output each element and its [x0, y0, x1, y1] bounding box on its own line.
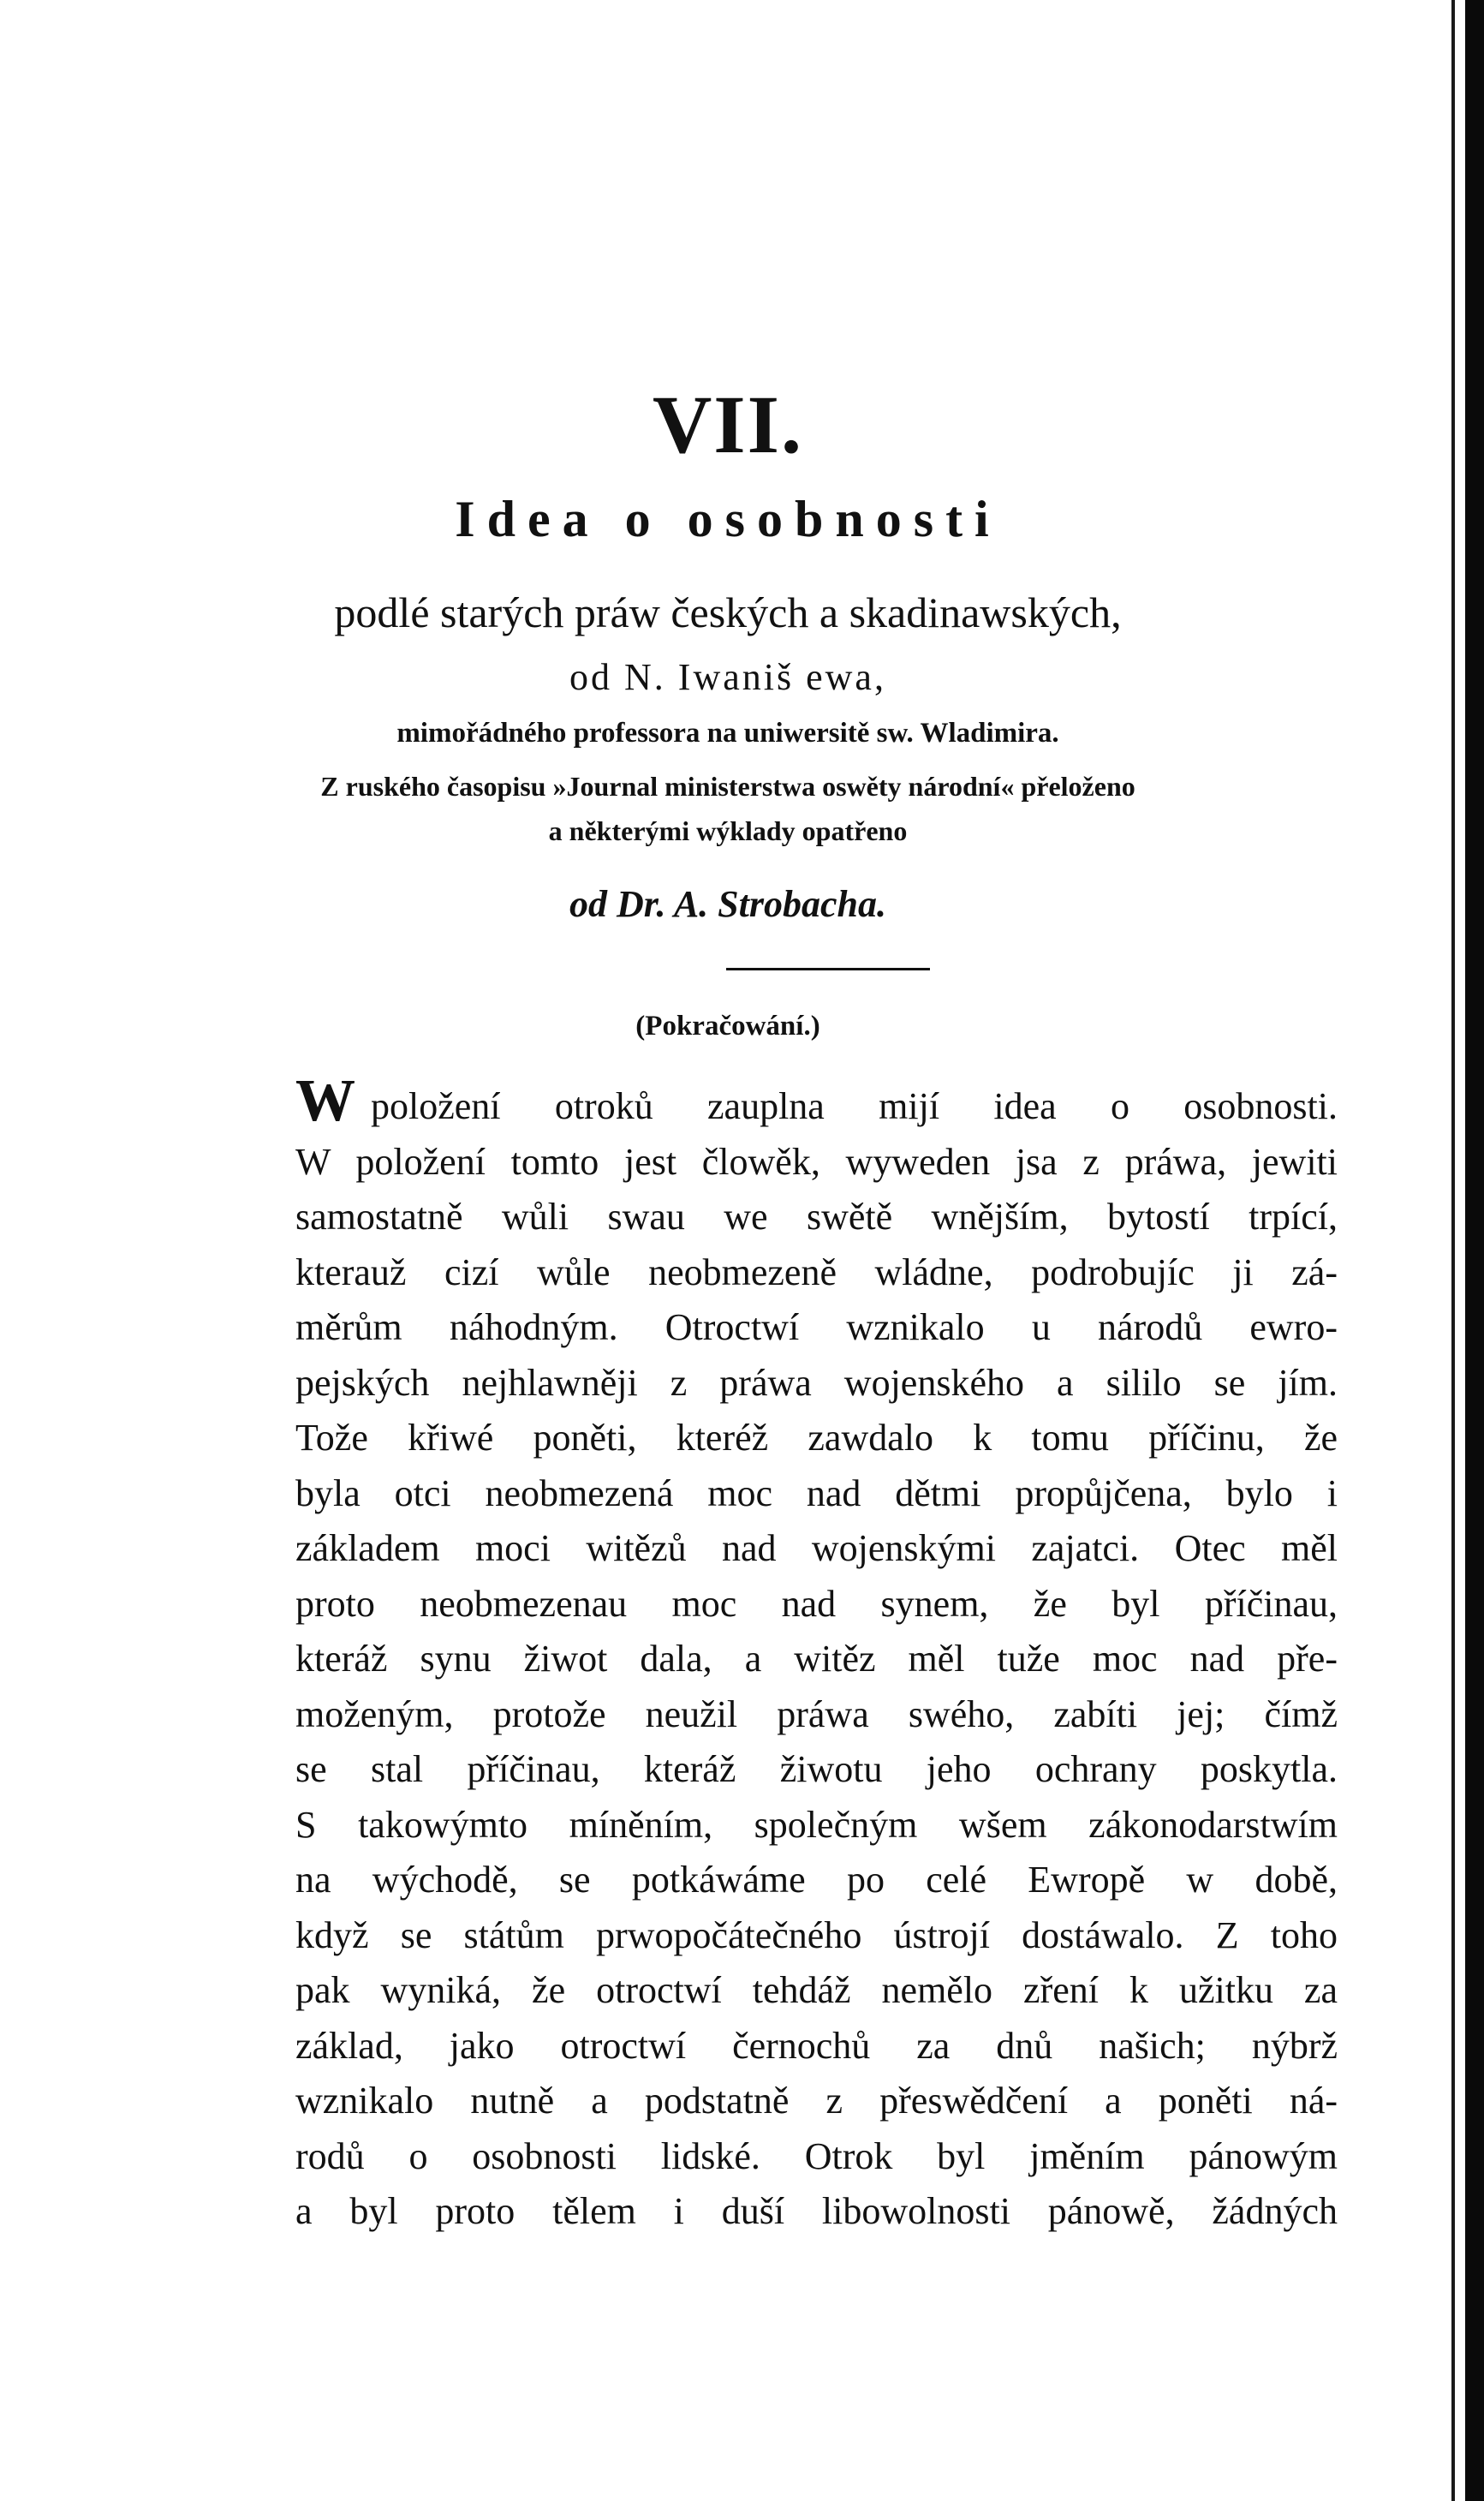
- translator-line: od Dr. A. Strobacha.: [569, 883, 886, 925]
- section-divider: [726, 968, 930, 970]
- body-text: [295, 1068, 1338, 2240]
- article-subtitle: podlé starých práw českých a skadinawských,: [334, 588, 1122, 636]
- body-line: se stal příčinau, kteráž žiwotu jeho ochrany poskytla.: [295, 1748, 1338, 1790]
- author-role: mimořádného professora na uniwersitě sw. Wladimira.: [396, 718, 1059, 749]
- body-line: proto neobmezenau moc nad synem, že byl příčinau,: [295, 1582, 1338, 1625]
- body-line-text: položení otroků zauplna mijí idea o osobnosti.: [371, 1085, 1338, 1127]
- body-line: měrům náhodným. Otroctwí wznikalo u národů ewro-: [295, 1306, 1338, 1348]
- body-line: kterauž cizí wůle neobmezeně wládne, podrobujíc ji zá-: [295, 1250, 1338, 1293]
- body-line: na wýchodě, se potkáwáme po celé Ewropě w době,: [295, 1859, 1338, 1901]
- source-line-1: Z ruského časopisu »Journal ministerstwa oswěty národní« přeloženo: [320, 771, 1135, 802]
- body-line: rodů o osobnosti lidské. Otrok byl jměním pánowým: [295, 2134, 1338, 2177]
- body-line: Tože křiwé poněti, kteréž zawdalo k tomu příčinu, že: [295, 1417, 1338, 1459]
- body-line: základem moci witězů nad wojenskými zajatci. Otec měl: [295, 1527, 1338, 1569]
- body-line: samostatně wůli swau we swětě wnějším, bytostí trpící,: [295, 1196, 1338, 1238]
- body-line: a byl proto tělem i duší libowolnosti pánowě, žádných: [295, 2190, 1338, 2232]
- article-title: Idea o osobnosti: [455, 491, 1001, 547]
- drop-cap: W: [295, 1068, 355, 1134]
- page-edge-line: [1451, 0, 1455, 2501]
- body-line: [295, 1068, 1338, 1135]
- scan-edge-shadow: [1465, 0, 1484, 2501]
- source-line-2: a některými wýklady opatřeno: [548, 815, 908, 846]
- body-line: když se státům prwopočátečného ústrojí dostáwalo. Z toho: [295, 1913, 1338, 1956]
- author-line: od N. Iwaniš ewa,: [569, 656, 886, 698]
- body-line: byla otci neobmezená moc nad dětmi propůjčena, bylo i: [295, 1471, 1338, 1514]
- body-line: pejských nejhlawněji z práwa wojenského a sililo se jím.: [295, 1361, 1338, 1404]
- body-line: moženým, protože neužil práwa swého, zabíti jej; čímž: [295, 1692, 1338, 1735]
- body-line: W položení tomto jest člowěk, wyweden jsa z práwa, jewiti: [295, 1140, 1338, 1183]
- continued-note: (Pokračowání.): [635, 1011, 820, 1042]
- body-line: kteráž synu žiwot dala, a witěz měl tuže moc nad pře-: [295, 1638, 1338, 1680]
- body-line: základ, jako otroctwí černochů za dnů našich; nýbrž: [295, 2024, 1338, 2067]
- body-line: wznikalo nutně a podstatně z přeswědčení a poněti ná-: [295, 2080, 1338, 2122]
- body-line: pak wyniká, že otroctwí tehdáž nemělo zření k užitku za: [295, 1969, 1338, 2011]
- chapter-number: VII.: [652, 379, 804, 470]
- body-line: S takowýmto míněním, společným wšem zákonodarstwím: [295, 1803, 1338, 1846]
